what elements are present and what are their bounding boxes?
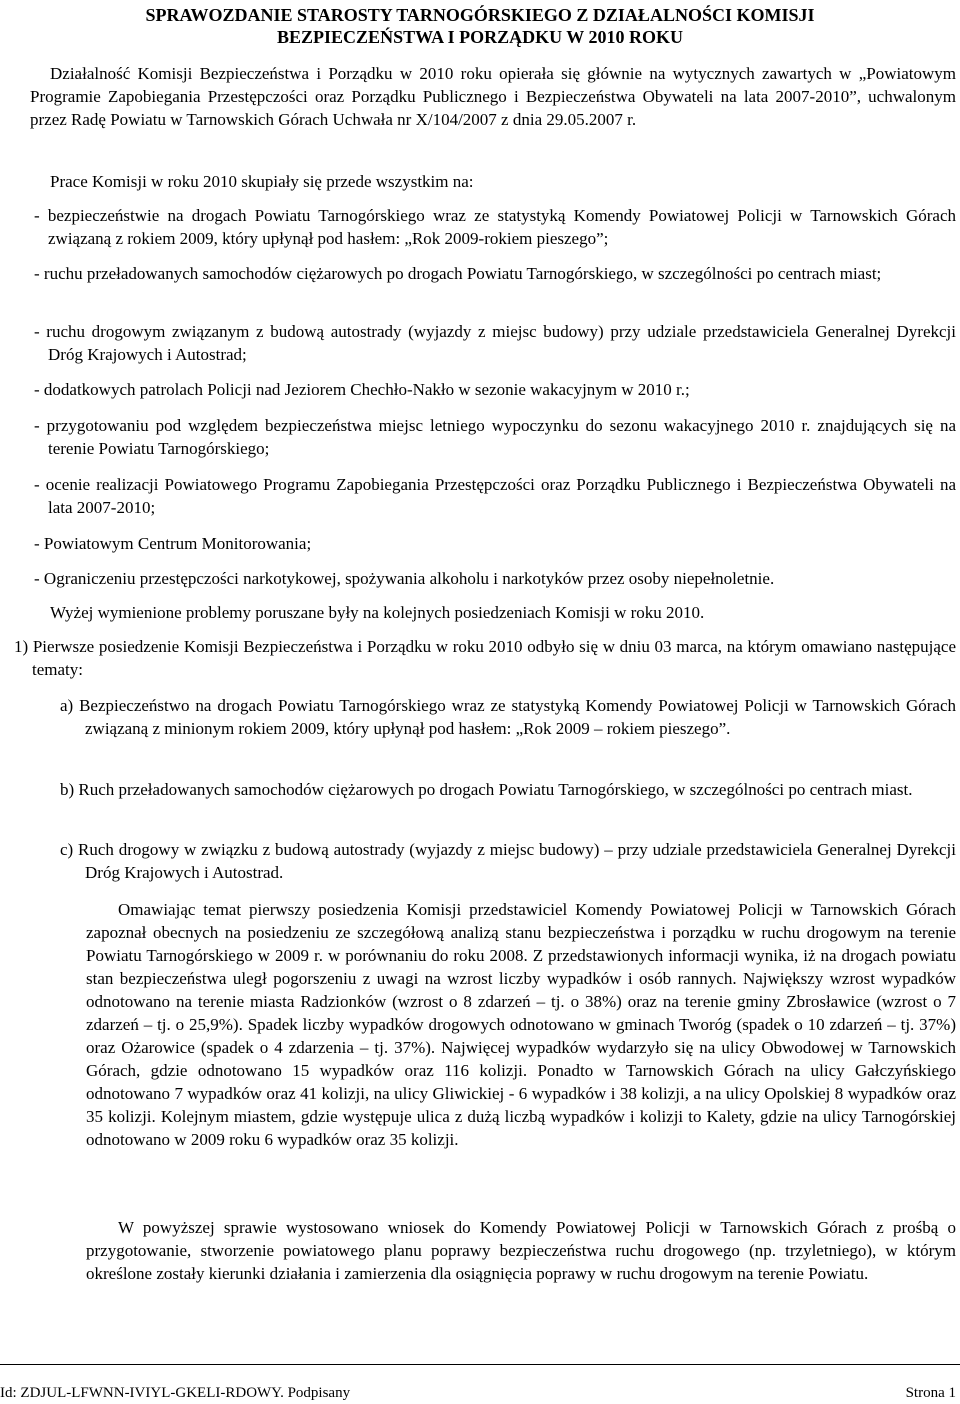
body-paragraph-2: W powyższej sprawie wystosowano wniosek do Komendy Powiatowej Policji w Tarnowskich Górach z prośbą o przygotowanie, stworzenie powiatowego planu poprawy bezpieczeństwa ruchu drogowego (np. trzyletniego), w którym określone zostały kierunki działania i zamierzenia dla osiągnięcia poprawy w ruchu drogowym na terenie Powiatu. bbox=[86, 1218, 956, 1283]
list-item: - ruchu przeładowanych samochodów ciężarowych po drogach Powiatu Tarnogórskiego, w szczególności po centrach miast; bbox=[34, 264, 882, 283]
list-item: - Ograniczeniu przestępczości narkotykowej, spożywania alkoholu i narkotyków przez osoby niepełnoletnie. bbox=[34, 569, 775, 588]
footer-divider bbox=[0, 1364, 960, 1365]
body-paragraph-1: Omawiając temat pierwszy posiedzenia Komisji przedstawiciel Komendy Powiatowej Policji w Tarnowskich Górach zapoznał obecnych na posiedzeniu ze szczegółową analizą stanu bezpieczeństwa i porządku w ruchu drogowym na terenie Powiatu Tarnogórskiego w 2009 r. w porównaniu do roku 2008. Z przedstawionych informacji wynika, iż na drogach powiatu stan bezpieczeństwa uległ pogorszeniu z uwagi na wzrost liczby wypadków i osób rannych. Największy wzrost wypadków odnotowano na terenie miasta Radzionków (wzrost o 8 zdarzeń – tj. o 38%) oraz na terenie gminy Zbrosławice (wzrost o 7 zdarzeń – tj. o 25,9%). Spadek liczby wypadków drogowych odnotowano w gminach Tworóg (spadek o 10 zdarzeń – tj. 37%) oraz Ożarowice (spadek o 4 zdarzenia – tj. 37%). Najwięcej wypadków wydarzyło się na ulicy Obwodowej w Tarnowskich Górach, gdzie odnotowano 15 wypadków oraz 116 kolizji. Ponadto w Tarnowskich Górach na ulicy Gałczyńskiego odnotowano 7 wypadków oraz 41 kolizji, na ulicy Gliwickiej - 6 wypadków i 38 kolizji, a na ulicy Opolskiej 8 wypadków oraz 35 kolizji. Kolejnym miastem, gdzie występuje ulica z dużą liczbą wypadków i kolizji to Kalety, gdzie na ulicy Tarnogórskiej odnotowano w 2009 roku 6 wypadków oraz 35 kolizji. bbox=[86, 900, 956, 1149]
list-item: - ruchu drogowym związanym z budową autostrady (wyjazdy z miejsc budowy) przy udziale przedstawiciela Generalnej Dyrekcji Dróg Krajowych i Autostrad; bbox=[34, 322, 956, 364]
document-title bbox=[0, 0, 960, 48]
list-item: - Powiatowym Centrum Monitorowania; bbox=[34, 534, 312, 553]
list-item: - ocenie realizacji Powiatowego Programu Zapobiegania Przestępczości oraz Porządku Publicznego i Bezpieczeństwa Obywateli na lata 2007-2010; bbox=[34, 475, 956, 517]
list-item: - przygotowaniu pod względem bezpieczeństwa miejsc letniego wypoczynku do sezonu wakacyjnego 2010 r. znajdujących się na terenie Powiatu Tarnogórskiego; bbox=[34, 416, 956, 458]
title-line-2: BEZPIECZEŃSTWA I PORZĄDKU W 2010 ROKU bbox=[277, 27, 683, 47]
document-id: Id: ZDJUL-LFWNN-IVIYL-GKELI-RDOWY. Podpisany bbox=[0, 1385, 351, 1401]
lead-sentence: Prace Komisji w roku 2010 skupiały się przede wszystkim na: bbox=[50, 172, 474, 191]
topic-b: b) Ruch przeładowanych samochodów ciężarowych po drogach Powiatu Tarnogórskiego, w szczególności po centrach miast. bbox=[60, 780, 913, 799]
topic-c: c) Ruch drogowy w związku z budową autostrady (wyjazdy z miejsc budowy) – przy udziale przedstawiciela Generalnej Dyrekcji Dróg Krajowych i Autostrad. bbox=[60, 840, 956, 882]
title-line-1: SPRAWOZDANIE STAROSTY TARNOGÓRSKIEGO Z DZIAŁALNOŚCI KOMISJI bbox=[145, 5, 815, 25]
topic-a: a) Bezpieczeństwo na drogach Powiatu Tarnogórskiego wraz ze statystyką Komendy Powiatowej Policji w Tarnowskich Górach związaną z minionym rokiem 2009, który upłynął pod hasłem: „Rok 2009 – rokiem pieszego”. bbox=[60, 696, 956, 738]
intro-paragraph: Działalność Komisji Bezpieczeństwa i Porządku w 2010 roku opierała się głównie na wytycznych zawartych w „Powiatowym Programie Zapobiegania Przestępczości oraz Porządku Publicznego i Bezpieczeństwa Obywateli na lata 2007-2010”, uchwalonym przez Radę Powiatu w Tarnowskich Górach Uchwała nr X/104/2007 z dnia 29.05.2007 r. bbox=[30, 64, 956, 129]
list-item: - dodatkowych patrolach Policji nad Jeziorem Chechło-Nakło w sezonie wakacyjnym w 2010 r.; bbox=[34, 380, 690, 399]
list-item: - bezpieczeństwie na drogach Powiatu Tarnogórskiego wraz ze statystyką Komendy Powiatowej Policji w Tarnowskich Górach związaną z rokiem 2009, który upłynął pod hasłem: „Rok 2009-rokiem pieszego”; bbox=[34, 206, 956, 248]
meeting-1-heading: 1) Pierwsze posiedzenie Komisji Bezpieczeństwa i Porządku w roku 2010 odbyło się w dniu 03 marca, na którym omawiano następujące tematy: bbox=[14, 637, 956, 679]
summary-sentence: Wyżej wymienione problemy poruszane były na kolejnych posiedzeniach Komisji w roku 2010. bbox=[50, 603, 705, 622]
page-number: Strona 1 bbox=[905, 1385, 956, 1401]
